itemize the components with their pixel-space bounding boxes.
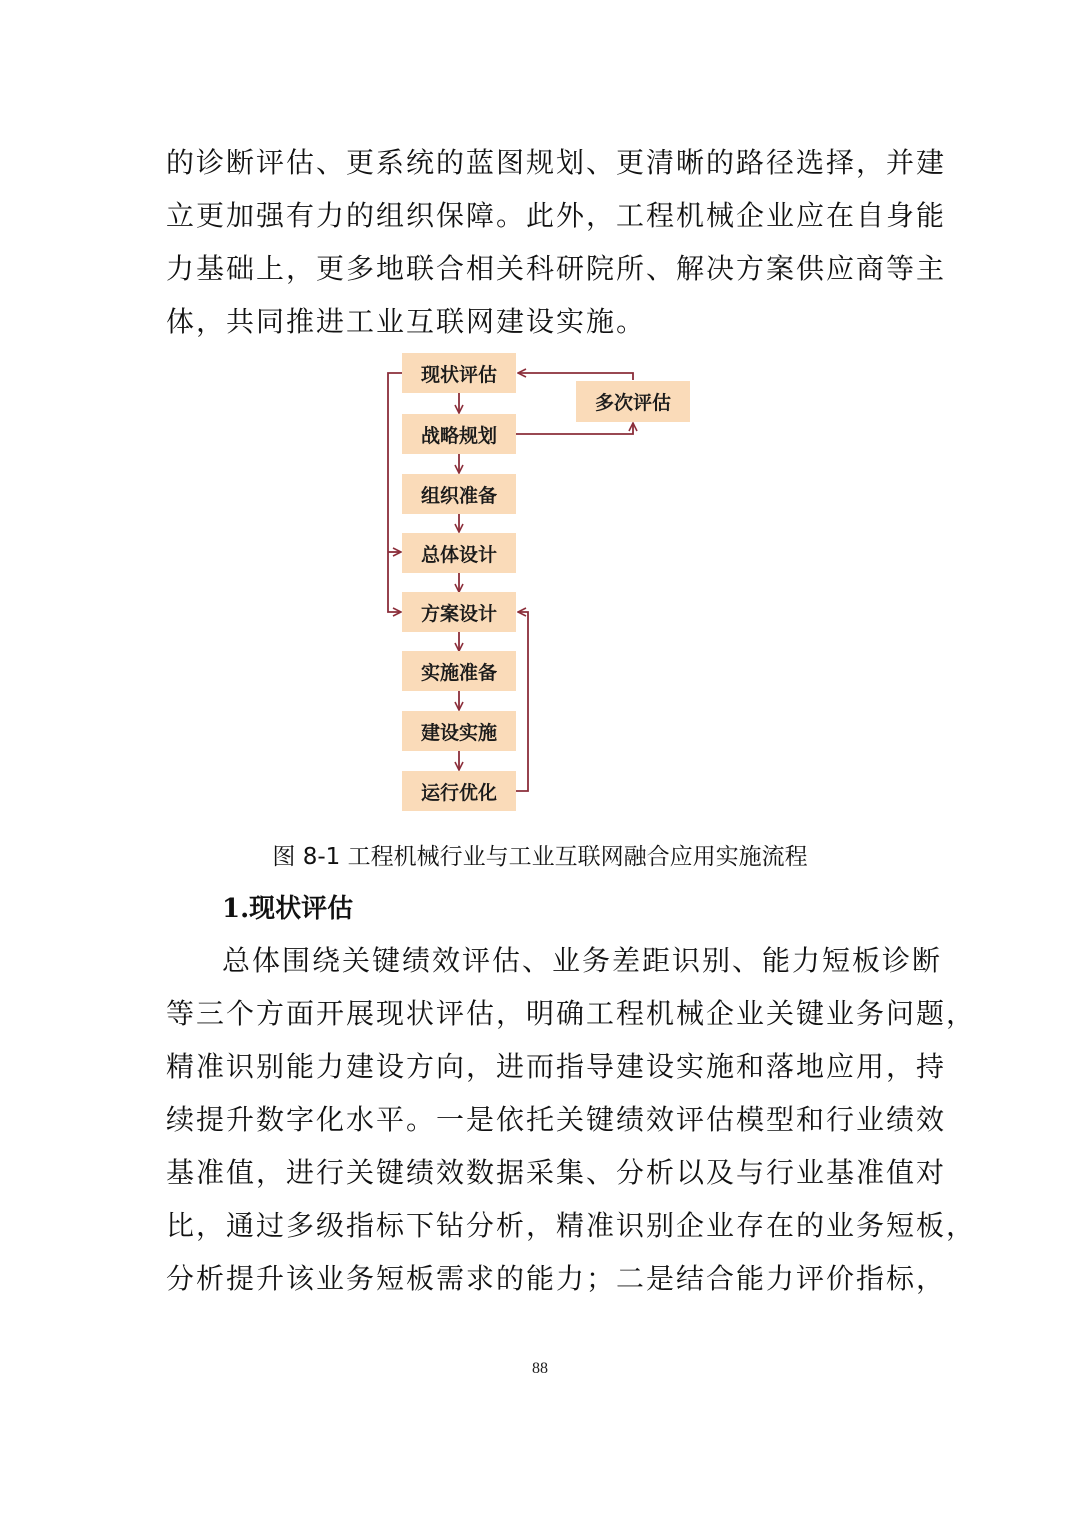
section-heading: 1.现状评估 (222, 894, 354, 924)
intro-line-2: 立更加强有力的组织保障。此外，工程机械企业应在自身能 (166, 199, 947, 232)
figure-caption: 图 8-1 工程机械行业与工业互联网融合应用实施流程 (272, 844, 808, 870)
left-loop-line (388, 373, 402, 612)
page-number: 88 (532, 1360, 548, 1377)
body-line-5: 基准值，进行关键绩效数据采集、分析以及与行业基准值对 (166, 1156, 947, 1189)
arrow-reeval-to-assess (518, 373, 633, 380)
arrow-plan-to-reeval (516, 423, 633, 434)
body-line-6: 比，通过多级指标下钻分析，精准识别企业存在的业务短板， (166, 1209, 977, 1242)
right-loop-line (516, 612, 528, 791)
intro-line-1: 的诊断评估、更系统的蓝图规划、更清晰的路径选择，并建 (166, 146, 947, 179)
intro-line-4: 体，共同推进工业互联网建设实施。 (166, 305, 647, 338)
flow-step-implementation-prep: 实施准备 (402, 651, 516, 691)
flow-step-operation-optimization: 运行优化 (402, 771, 516, 811)
body-line-3: 精准识别能力建设方向，进而指导建设实施和落地应用，持 (166, 1050, 947, 1083)
body-line-1: 总体围绕关键绩效评估、业务差距识别、能力短板诊断 (222, 944, 943, 977)
flow-step-strategy-planning: 战略规划 (402, 414, 516, 454)
body-line-2: 等三个方面开展现状评估，明确工程机械企业关键业务问题， (166, 997, 977, 1030)
body-paragraph (166, 934, 977, 1305)
flow-step-overall-design: 总体设计 (402, 533, 516, 573)
body-line-4: 续提升数字化水平。一是依托关键绩效评估模型和行业绩效 (166, 1103, 947, 1136)
body-line-7: 分析提升该业务短板需求的能力；二是结合能力评价指标， (166, 1262, 947, 1295)
intro-line-3: 力基础上，更多地联合相关科研院所、解决方案供应商等主 (166, 252, 947, 285)
flow-step-current-assessment: 现状评估 (402, 353, 516, 393)
flow-side-box-reevaluation: 多次评估 (576, 381, 690, 422)
flow-step-construction: 建设实施 (402, 711, 516, 751)
intro-paragraph (166, 136, 947, 348)
flow-step-organization-prep: 组织准备 (402, 474, 516, 514)
flow-step-solution-design: 方案设计 (402, 592, 516, 632)
